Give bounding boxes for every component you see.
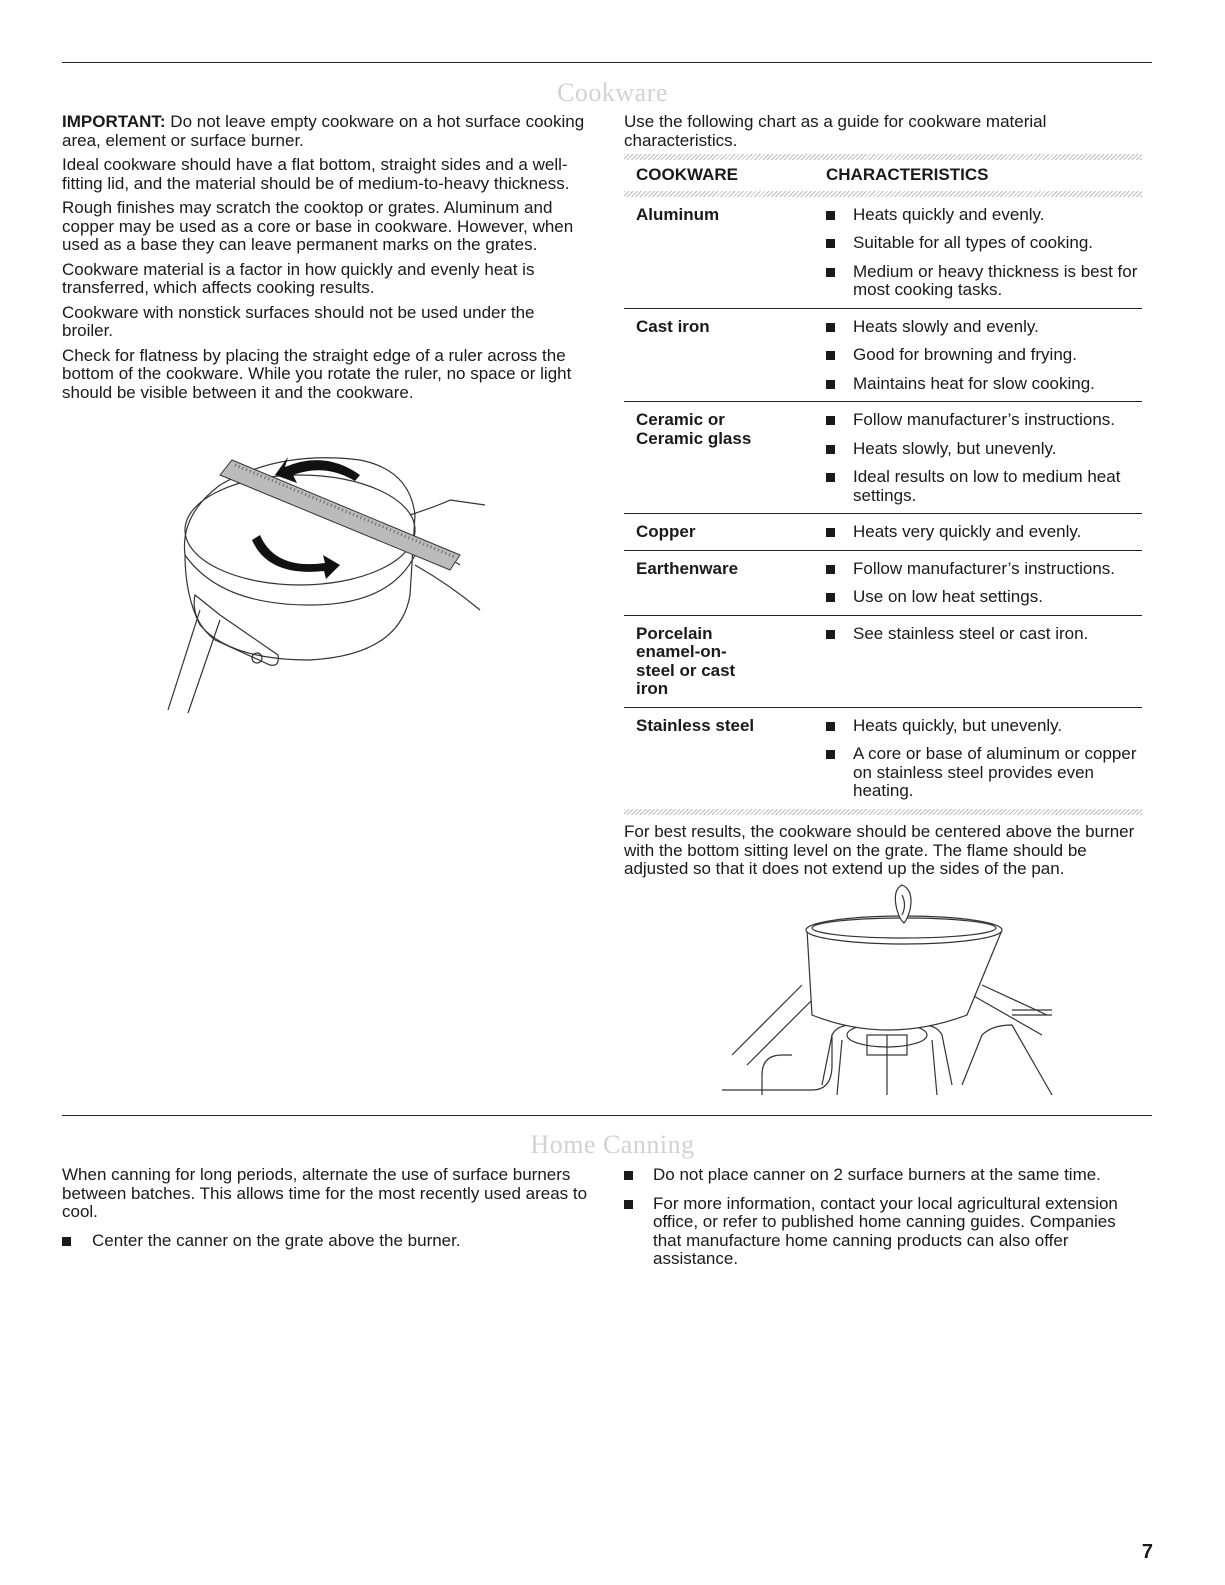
top-rule (62, 62, 1152, 63)
important-paragraph (62, 113, 590, 150)
table-row (624, 707, 1142, 809)
list-item: A core or base of aluminum or copper on stainless steel provides even heating. (826, 745, 1142, 801)
list-item: Good for browning and frying. (826, 346, 1142, 365)
home-canning-section-title: Home Canning (530, 1130, 695, 1159)
list-item: Follow manufacturer’s instructions. (826, 560, 1142, 579)
list-item: For more information, contact your local agricultural extension office, or refer to published home canning guides. Companies that manufacture home canning products can also offer assistance. (624, 1195, 1146, 1269)
material-name: Aluminum (636, 204, 720, 224)
bullet-icon (826, 750, 835, 759)
bullet-icon (826, 416, 835, 425)
bullet-icon (826, 528, 835, 537)
bullet-icon (826, 268, 835, 277)
table-header (624, 160, 1142, 191)
list-item: Use on low heat settings. (826, 588, 1142, 607)
table-row (624, 197, 1142, 308)
material-name: Earthenware (636, 558, 739, 578)
cookware-table (624, 154, 1142, 815)
bullet-icon (826, 445, 835, 454)
material-name: Copper (636, 522, 696, 541)
paragraph-rough-finishes: Rough finishes may scratch the cooktop or grates. Aluminum and copper may be used as a core or base in cookware. However, when used as a base they can leave permanent marks on the grates. (62, 198, 574, 254)
table-row (624, 401, 1142, 513)
bullet-icon (826, 722, 835, 731)
cookware-section-title: Cookware (557, 78, 668, 107)
list-item: Maintains heat for slow cooking. (826, 375, 1142, 394)
important-text: Do not leave empty cookware on a hot surface cooking area, element or surface burner. (62, 112, 585, 150)
table-row (624, 513, 1142, 550)
list-item: Medium or heavy thickness is best for most cooking tasks. (826, 263, 1142, 300)
paragraph-ideal-cookware: Ideal cookware should have a flat bottom, straight sides and a well-fitting lid, and the material should be of medium-to-heavy thickness. (62, 155, 570, 193)
list-item: Heats very quickly and evenly. (826, 523, 1142, 542)
pot-on-grate-illustration (722, 885, 1052, 1105)
list-item: Follow manufacturer’s instructions. (826, 411, 1142, 430)
material-name: Stainless steel (636, 715, 755, 735)
bullet-icon (826, 630, 835, 639)
table-row (624, 550, 1142, 615)
bullet-icon (624, 1171, 633, 1180)
important-label: IMPORTANT: (62, 112, 166, 131)
list-item: Heats quickly, but unevenly. (826, 717, 1142, 736)
chart-intro: Use the following chart as a guide for cookware material characteristics. (624, 112, 1047, 150)
list-item: Do not place canner on 2 surface burners at the same time. (624, 1166, 1146, 1185)
list-item: Heats slowly, but unevenly. (826, 440, 1142, 459)
bullet-icon (624, 1200, 633, 1209)
home-canning-rule (62, 1115, 1152, 1116)
list-item: Suitable for all types of cooking. (826, 234, 1142, 253)
header-characteristics: CHARACTERISTICS (826, 165, 989, 184)
bullet-icon (826, 351, 835, 360)
table-row (624, 308, 1142, 402)
bullet-icon (62, 1237, 71, 1246)
cookware-left-column (62, 113, 590, 408)
material-name: Ceramic or Ceramic glass (636, 410, 752, 448)
bullet-icon (826, 323, 835, 332)
list-item: Ideal results on low to medium heat settings. (826, 468, 1142, 505)
list-item: Center the canner on the grate above the burner. (62, 1232, 590, 1251)
bullet-icon (826, 473, 835, 482)
table-row (624, 615, 1142, 707)
bullet-icon (826, 593, 835, 602)
paragraph-nonstick: Cookware with nonstick surfaces should not be used under the broiler. (62, 302, 535, 340)
bullet-icon (826, 380, 835, 389)
list-item: Heats quickly and evenly. (826, 206, 1142, 225)
bullet-icon (826, 565, 835, 574)
table-bottom-hatch (624, 809, 1142, 815)
list-item: See stainless steel or cast iron. (826, 625, 1142, 644)
page-number: 7 (1141, 1541, 1153, 1563)
material-name: Cast iron (636, 316, 710, 336)
header-cookware: COOKWARE (636, 165, 738, 184)
list-item: Heats slowly and evenly. (826, 318, 1142, 337)
home-canning-left-column (62, 1166, 590, 1260)
pan-ruler-illustration (160, 445, 500, 715)
bullet-icon (826, 239, 835, 248)
home-canning-right-column (624, 1166, 1146, 1279)
material-name: Porcelain enamel-on-steel or cast iron (636, 623, 736, 698)
home-canning-intro: When canning for long periods, alternate the use of surface burners between batches. This allows time for the most recently used areas to cool. (62, 1165, 588, 1221)
bullet-icon (826, 211, 835, 220)
centering-paragraph: For best results, the cookware should be centered above the burner with the bottom sitting level on the grate. The flame should be adjusted so that it does not extend up the sides of the pan. (624, 822, 1135, 878)
paragraph-flatness-check: Check for flatness by placing the straight edge of a ruler across the bottom of the cookware. While you rotate the ruler, no space or light should be visible between it and the cookware. (62, 345, 572, 402)
paragraph-material-factor: Cookware material is a factor in how quickly and evenly heat is transferred, which affects cooking results. (62, 259, 535, 297)
